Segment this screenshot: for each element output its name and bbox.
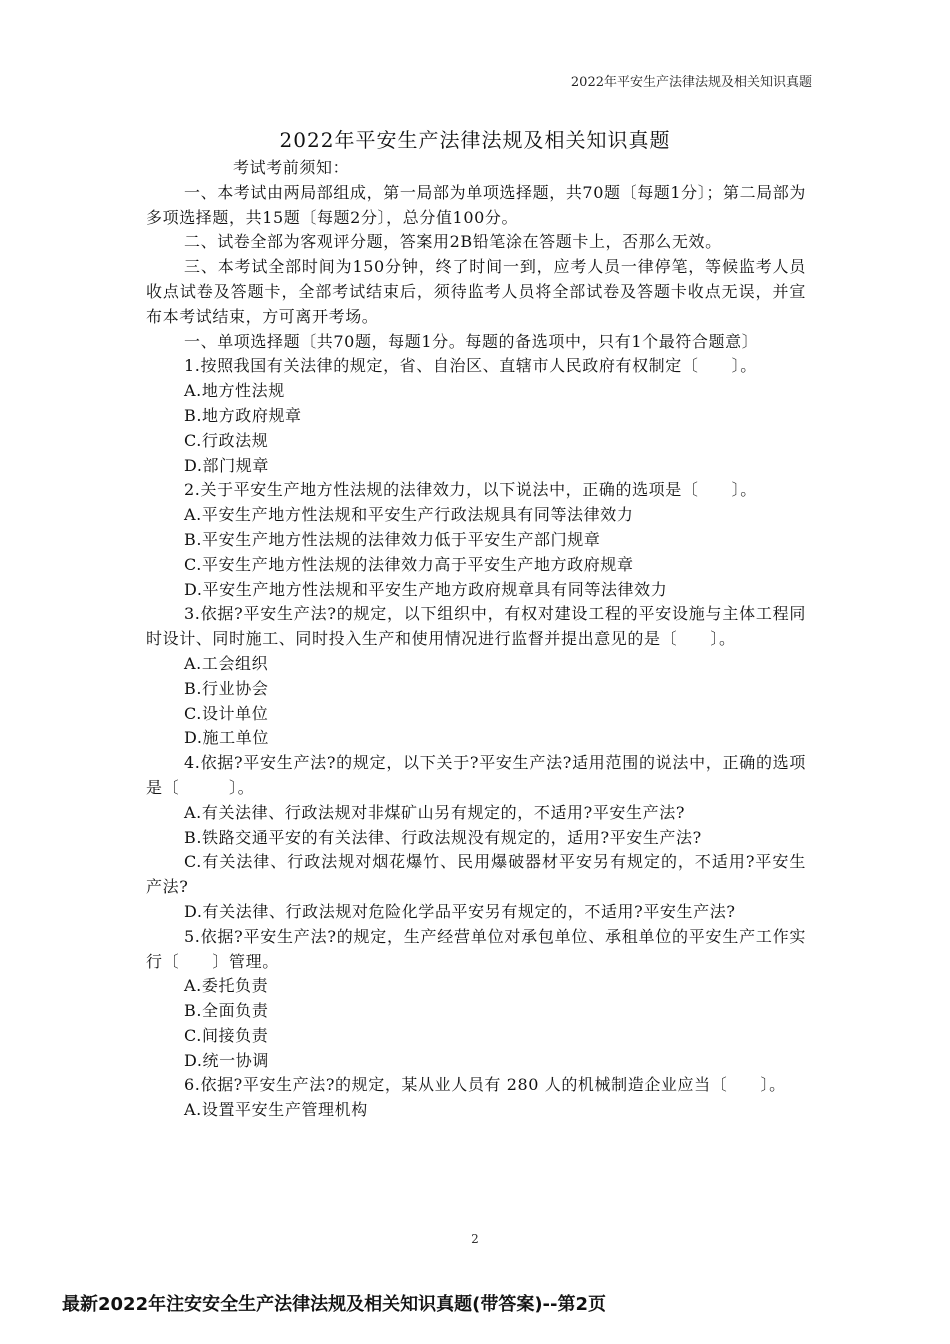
question-option: D.施工单位 — [184, 728, 269, 748]
question-option: B.平安生产地方性法规的法律效力低于平安生产部门规章 — [184, 529, 601, 549]
question-stem: 4.依据?平安生产法?的规定，以下关于?平安生产法?适用范围的说法中，正确的选项是〔 〕。 — [146, 753, 806, 797]
notice-item: 三、本考试全部时间为150分钟，终了时间一到，应考人员一律停笔，等候监考人员收点试卷及答题卡，全部考试结束后，须待监考人员将全部试卷及答题卡收点无误，并宣布本考试结束，方可离开考场。 — [146, 257, 806, 326]
question-option: D.统一协调 — [184, 1050, 269, 1070]
question-stem: 6.依据?平安生产法?的规定，某从业人员有 280 人的机械制造企业应当〔 〕。 — [184, 1075, 786, 1095]
question-option: A.地方性法规 — [184, 381, 285, 401]
question-stem: 1.按照我国有关法律的规定，省、自治区、直辖市人民政府有权制定〔 〕。 — [184, 356, 757, 376]
question-stem: 2.关于平安生产地方性法规的法律效力，以下说法中，正确的选项是〔 〕。 — [184, 480, 757, 500]
page-title: 2022年平安生产法律法规及相关知识真题 — [279, 128, 671, 152]
question-option: A.设置平安生产管理机构 — [184, 1100, 368, 1120]
page-number: 2 — [471, 1232, 479, 1246]
notice-heading: 考试考前须知： — [233, 158, 350, 177]
question-option: C.设计单位 — [184, 703, 269, 723]
question-option: C.有关法律、行政法规对烟花爆竹、民用爆破器材平安另有规定的，不适用?平安生产法? — [146, 852, 806, 897]
question-option: A.有关法律、行政法规对非煤矿山另有规定的，不适用?平安生产法? — [184, 802, 685, 822]
question-option: B.行业协会 — [184, 678, 269, 698]
question-option: C.平安生产地方性法规的法律效力高于平安生产地方政府规章 — [184, 554, 634, 574]
question-option: A.平安生产地方性法规和平安生产行政法规具有同等法律效力 — [184, 505, 634, 525]
question-option: B.全面负责 — [184, 1001, 269, 1021]
question-stem: 5.依据?平安生产法?的规定，生产经营单位对承包单位、承租单位的平安生产工作实行〔 〕管理。 — [146, 926, 806, 971]
question-option: A.委托负责 — [184, 976, 269, 996]
question-option: D.部门规章 — [184, 455, 269, 475]
question-option: B.铁路交通平安的有关法律、行政法规没有规定的，适用?平安生产法? — [184, 827, 702, 847]
question-option: C.间接负责 — [184, 1025, 269, 1045]
footer-watermark: 最新2022年注安安全生产法律法规及相关知识真题(带答案)--第2页 — [62, 1294, 607, 1315]
question-stem: 3.依据?平安生产法?的规定，以下组织中，有权对建设工程的平安设施与主体工程同时设计、同时施工、同时投入生产和使用情况进行监督并提出意见的是〔 〕。 — [146, 604, 806, 649]
running-header: 2022年平安生产法律法规及相关知识真题 — [570, 75, 812, 90]
question-option: D.有关法律、行政法规对危险化学品平安另有规定的，不适用?平安生产法? — [184, 901, 736, 921]
question-option: D.平安生产地方性法规和平安生产地方政府规章具有同等法律效力 — [184, 579, 668, 599]
notice-item: 二、试卷全部为客观评分题，答案用2B铅笔涂在答题卡上，否那么无效。 — [184, 232, 722, 252]
notice-item: 一、本考试由两局部组成，第一局部为单项选择题，共70题〔每题1分〕；第二局部为多项选择题，共15题〔每题2分〕，总分值100分。 — [146, 182, 806, 227]
document-body — [146, 156, 806, 1123]
question-option: A.工会组织 — [184, 653, 269, 673]
question-option: B.地方政府规章 — [184, 405, 302, 425]
question-option: C.行政法规 — [184, 430, 269, 450]
section-heading: 一、单项选择题〔共70题，每题1分。每题的备选项中，只有1个最符合题意〕 — [184, 331, 759, 351]
